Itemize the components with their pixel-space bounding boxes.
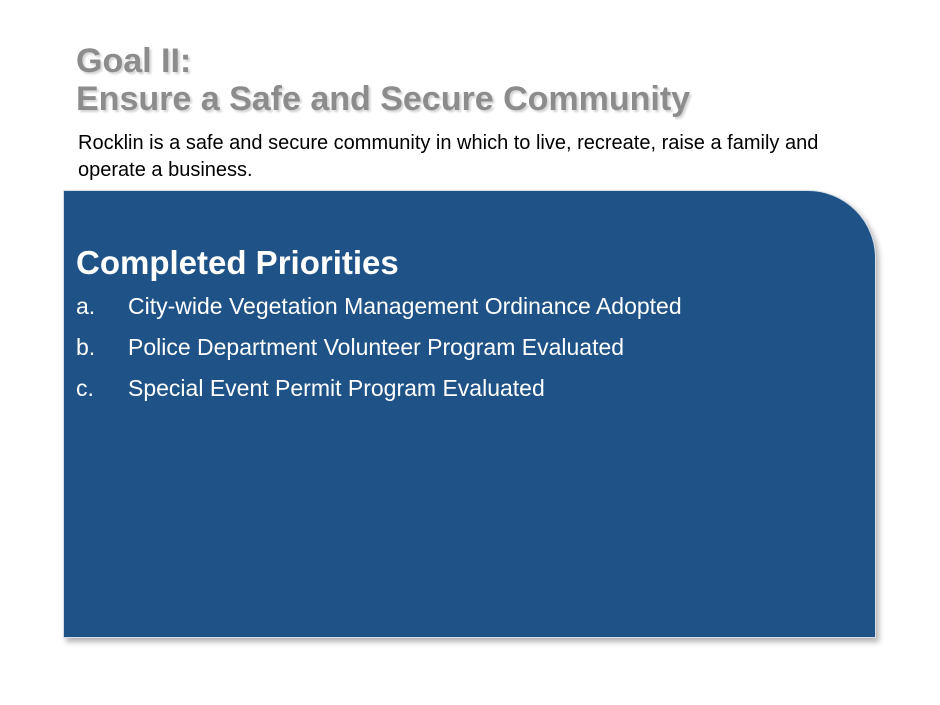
completed-priorities-panel	[63, 190, 876, 638]
list-item-marker: a.	[76, 293, 96, 319]
list-item-marker: b.	[76, 334, 96, 360]
list-item	[76, 334, 682, 360]
slide-title-line-1: Goal II:	[76, 42, 192, 80]
slide-title-line-2: Ensure a Safe and Secure Community	[76, 80, 691, 118]
list-item	[76, 375, 682, 401]
panel-heading: Completed Priorities	[76, 244, 399, 281]
slide-title	[76, 42, 690, 118]
list-item-marker: c.	[76, 375, 94, 401]
list-item-text: Police Department Volunteer Program Evaluated	[128, 334, 625, 360]
list-item	[76, 293, 682, 319]
list-item-text: City-wide Vegetation Management Ordinance Adopted	[128, 293, 682, 319]
slide-subtitle: Rocklin is a safe and secure community in which to live, recreate, raise a family and operate a business.	[78, 132, 819, 181]
priority-list	[76, 293, 682, 416]
list-item-text: Special Event Permit Program Evaluated	[128, 375, 545, 401]
